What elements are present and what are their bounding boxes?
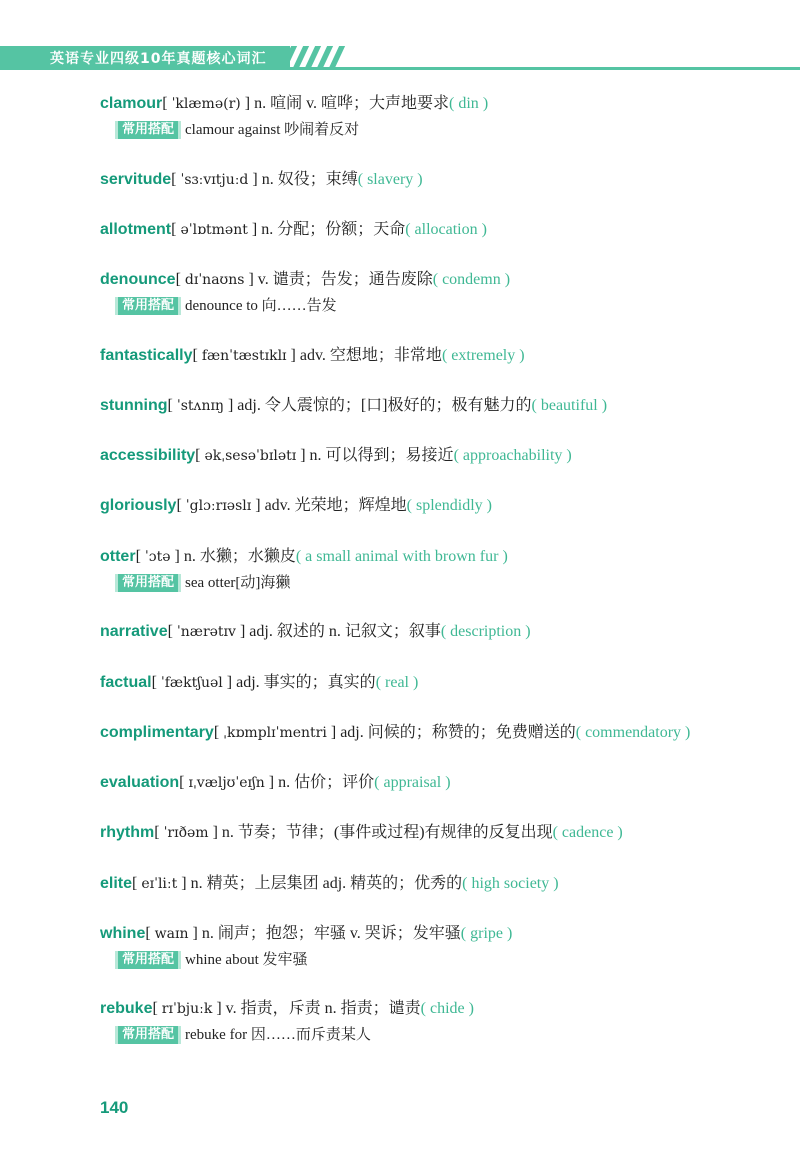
headword: servitude: [100, 171, 172, 188]
ipa-bracket-open: [: [167, 397, 177, 414]
vocab-entry: [100, 998, 780, 1046]
synonym: real: [385, 674, 409, 691]
synonym: din: [458, 95, 479, 112]
phonetic: ˌkɒmplɪˈmentri: [223, 725, 327, 741]
collocation-line: [115, 1024, 780, 1046]
synonym: condemn: [442, 271, 501, 288]
header-stripes-decoration: [282, 46, 352, 68]
vocab-entry: [100, 219, 780, 241]
ipa-bracket-open: [: [195, 447, 205, 464]
entry-line: [100, 219, 780, 241]
vocab-entry: [100, 772, 780, 794]
definition: adj. 事实的；真实的: [236, 674, 376, 691]
collocation-text: denounce to 向……告发: [185, 298, 337, 314]
ipa-bracket-open: [: [145, 925, 155, 942]
synonym: slavery: [367, 171, 414, 188]
headword: stunning: [100, 397, 168, 414]
vocab-entry: [100, 395, 780, 417]
ipa-bracket-open: [: [135, 548, 145, 565]
ipa-bracket-open: [: [154, 824, 164, 841]
synonym-paren-close: ): [521, 623, 531, 640]
entry-line: [100, 395, 780, 417]
vocab-entry: [100, 722, 780, 744]
synonym: appraisal: [383, 774, 442, 791]
phonetic: ˈɔtə: [144, 549, 171, 565]
vocab-entry: [100, 822, 780, 844]
entry-line: [100, 822, 780, 844]
ipa-bracket-open: [: [176, 497, 186, 514]
definition: v. 谴责；告发；通告废除: [257, 271, 433, 288]
entry-line: [100, 998, 780, 1020]
ipa-bracket-open: [: [171, 171, 181, 188]
synonym-paren-close: ): [562, 447, 572, 464]
ipa-bracket-open: [: [162, 95, 172, 112]
headword: evaluation: [100, 774, 180, 791]
definition: adv. 光荣地；辉煌地: [264, 497, 407, 514]
ipa-bracket-close: ]: [326, 724, 341, 741]
synonym-paren-close: ): [441, 774, 451, 791]
synonym: extremely: [451, 347, 516, 364]
ipa-bracket-open: [: [151, 674, 161, 691]
synonym-paren-close: ): [413, 171, 423, 188]
entry-line: [100, 169, 780, 191]
collocation-tag: 常用搭配: [115, 297, 181, 315]
ipa-bracket-open: [: [132, 875, 142, 892]
definition: n. 可以得到；易接近: [309, 447, 454, 464]
ipa-bracket-close: ]: [264, 774, 279, 791]
ipa-bracket-open: [: [179, 774, 189, 791]
ipa-bracket-open: [: [175, 271, 185, 288]
ipa-bracket-close: ]: [177, 875, 191, 892]
headword: elite: [100, 875, 133, 892]
phonetic: ˈglɔːrɪəslɪ: [185, 498, 252, 514]
headword: otter: [100, 548, 136, 565]
synonym: chide: [429, 1000, 465, 1017]
header-title: 英语专业四级10年真题核心词汇: [50, 51, 267, 67]
synonym-paren-close: ): [515, 347, 525, 364]
synonym-paren-open: (: [374, 774, 384, 791]
synonym-paren-open: (: [462, 875, 472, 892]
vocab-entry: [100, 672, 780, 694]
definition: n. 喧闹 v. 喧哗；大声地要求: [254, 95, 450, 112]
synonym-paren-open: (: [406, 497, 416, 514]
ipa-bracket-close: ]: [251, 497, 265, 514]
synonym: approachability: [462, 447, 563, 464]
synonym: commendatory: [585, 724, 682, 741]
ipa-bracket-open: [: [152, 1000, 162, 1017]
ipa-bracket-close: ]: [223, 397, 238, 414]
synonym-paren-close: ): [409, 674, 419, 691]
phonetic: waɪn: [154, 926, 189, 942]
page-number: 140: [100, 1098, 129, 1117]
collocation-line: [115, 119, 780, 141]
headword: rebuke: [100, 1000, 153, 1017]
ipa-bracket-close: ]: [222, 674, 237, 691]
entry-line: [100, 873, 780, 895]
entry-line: [100, 772, 780, 794]
definition: adj. 问候的；称赞的；免费赠送的: [340, 724, 576, 741]
definition: adj. 叙述的 n. 记叙文；叙事: [249, 623, 441, 640]
ipa-bracket-close: ]: [170, 548, 184, 565]
collocation-tag: 常用搭配: [115, 1026, 181, 1044]
collocation-line: [115, 572, 780, 594]
synonym-paren-open: (: [449, 95, 459, 112]
collocation-text: sea otter[动]海獭: [185, 575, 291, 591]
synonym-paren-close: ): [681, 724, 691, 741]
ipa-bracket-open: [: [171, 221, 181, 238]
headword: rhythm: [100, 824, 155, 841]
synonym: a small animal with brown fur: [305, 548, 499, 565]
synonym-paren-close: ): [478, 95, 489, 112]
entry-line: [100, 445, 780, 467]
synonym-paren-close: ): [482, 497, 492, 514]
vocab-entry: [100, 546, 780, 594]
synonym-paren-close: ): [464, 1000, 474, 1017]
ipa-bracket-close: ]: [247, 221, 262, 238]
phonetic: eɪˈliːt: [141, 876, 178, 892]
entry-line: [100, 345, 780, 367]
phonetic: ˈstʌnɪŋ: [176, 398, 224, 414]
vocab-entry: [100, 873, 780, 895]
synonym: gripe: [470, 925, 503, 942]
synonym-paren-close: ): [503, 925, 513, 942]
phonetic: əkˌsesəˈbɪlətɪ: [204, 448, 297, 464]
definition: adj. 令人震惊的；[口]极好的；极有魅力的: [237, 397, 532, 414]
ipa-bracket-close: ]: [296, 447, 310, 464]
collocation-text: rebuke for 因……而斥责某人: [185, 1027, 371, 1043]
vocab-entry: [100, 169, 780, 191]
headword: complimentary: [100, 724, 214, 741]
synonym-paren-close: ): [500, 271, 511, 288]
collocation-text: whine about 发牢骚: [185, 952, 308, 968]
ipa-bracket-open: [: [167, 623, 177, 640]
entry-line: [100, 93, 780, 115]
headword: factual: [100, 674, 152, 691]
vocab-entry: [100, 345, 780, 367]
synonym: cadence: [561, 824, 614, 841]
entry-line: [100, 269, 780, 291]
ipa-bracket-open: [: [213, 724, 224, 741]
vocab-entry: [100, 923, 780, 971]
synonym-paren-open: (: [441, 347, 452, 364]
synonym-paren-open: (: [432, 271, 443, 288]
synonym-paren-close: ): [477, 221, 487, 238]
vocab-entry: [100, 269, 780, 317]
entry-line: [100, 722, 780, 744]
definition: n. 分配；份额；天命: [261, 221, 406, 238]
entry-line: [100, 923, 780, 945]
headword: denounce: [100, 271, 176, 288]
vocab-entry: [100, 445, 780, 467]
synonym-paren-open: (: [375, 674, 386, 691]
synonym: beautiful: [540, 397, 598, 414]
synonym-paren-open: (: [575, 724, 586, 741]
headword: gloriously: [100, 497, 177, 514]
definition: v. 指责，斥责 n. 指责；谴责: [225, 1000, 421, 1017]
phonetic: ˈnærətɪv: [176, 624, 236, 640]
phonetic: ˈklæmə(r): [171, 96, 241, 112]
definition: adv. 空想地；非常地: [299, 347, 442, 364]
collocation-tag: 常用搭配: [115, 574, 181, 592]
entry-line: [100, 672, 780, 694]
synonym-paren-open: (: [440, 623, 451, 640]
synonym-paren-close: ): [597, 397, 608, 414]
synonym-paren-open: (: [357, 171, 368, 188]
phonetic: ˈfæktʃuəl: [160, 675, 223, 691]
synonym: high society: [471, 875, 550, 892]
synonym-paren-open: (: [453, 447, 463, 464]
synonym-paren-open: (: [552, 824, 562, 841]
headword: whine: [100, 925, 146, 942]
phonetic: ɪˌvæljʊˈeɪʃn: [188, 775, 265, 791]
synonym-paren-open: (: [420, 1000, 430, 1017]
headword: fantastically: [100, 347, 193, 364]
ipa-bracket-close: ]: [212, 1000, 226, 1017]
entry-line: [100, 495, 780, 517]
headword: clamour: [100, 95, 163, 112]
synonym-paren-close: ): [498, 548, 508, 565]
ipa-bracket-close: ]: [235, 623, 250, 640]
phonetic: ˈrɪðəm: [163, 825, 209, 841]
phonetic: ˈsɜːvɪtjuːd: [180, 172, 249, 188]
phonetic: rɪˈbjuːk: [161, 1001, 213, 1017]
synonym-paren-close: ): [549, 875, 559, 892]
ipa-bracket-close: ]: [208, 824, 222, 841]
synonym: splendidly: [415, 497, 483, 514]
headword: allotment: [100, 221, 172, 238]
phonetic: fænˈtæstɪklɪ: [201, 348, 287, 364]
vocab-entry: [100, 621, 780, 643]
definition: n. 水獭；水獭皮: [183, 548, 296, 565]
synonym-paren-open: (: [405, 221, 415, 238]
synonym-paren-open: (: [531, 397, 541, 414]
definition: n. 奴役；束缚: [261, 171, 358, 188]
entry-line: [100, 621, 780, 643]
ipa-bracket-close: ]: [244, 271, 258, 288]
ipa-bracket-close: ]: [240, 95, 255, 112]
ipa-bracket-open: [: [192, 347, 202, 364]
collocation-tag: 常用搭配: [115, 951, 181, 969]
collocation-tag: 常用搭配: [115, 121, 181, 139]
phonetic: dɪˈnaʊns: [184, 272, 245, 288]
definition: n. 闹声；抱怨；牢骚 v. 哭诉；发牢骚: [201, 925, 461, 942]
synonym: description: [450, 623, 522, 640]
running-header: [0, 46, 800, 72]
headword: narrative: [100, 623, 168, 640]
headword: accessibility: [100, 447, 196, 464]
vocab-entry: [100, 495, 780, 517]
vocab-entry: [100, 93, 780, 141]
ipa-bracket-close: ]: [248, 171, 262, 188]
collocation-line: [115, 949, 780, 971]
synonym-paren-close: ): [613, 824, 623, 841]
collocation-text: clamour against 吵闹着反对: [185, 122, 360, 138]
synonym: allocation: [414, 221, 478, 238]
entry-line: [100, 546, 780, 568]
definition: n. 估价；评价: [278, 774, 375, 791]
ipa-bracket-close: ]: [188, 925, 202, 942]
synonym-paren-open: (: [295, 548, 306, 565]
synonym-paren-open: (: [460, 925, 471, 942]
definition: n. 精英；上层集团 adj. 精英的；优秀的: [190, 875, 463, 892]
ipa-bracket-close: ]: [286, 347, 300, 364]
definition: n. 节奏；节律；(事件或过程)有规律的反复出现: [221, 824, 553, 841]
collocation-line: [115, 295, 780, 317]
phonetic: əˈlɒtmənt: [180, 222, 248, 238]
